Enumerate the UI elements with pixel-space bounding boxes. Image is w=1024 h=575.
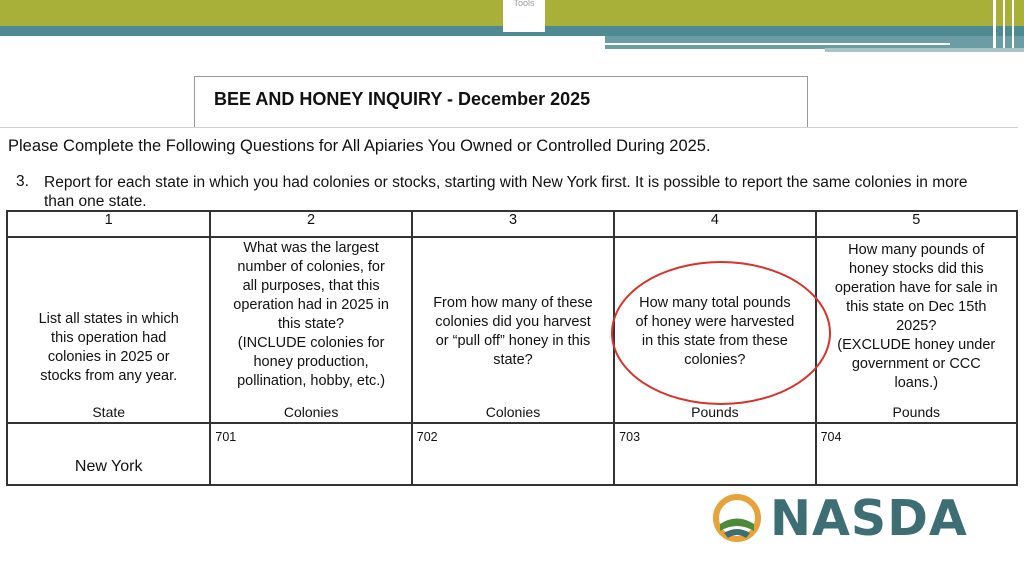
column-question-line: operation have for sale in (834, 280, 998, 296)
column-question-cell (816, 237, 1017, 423)
column-question-line: of honey were harvested (635, 314, 795, 330)
column-question-line: honey stocks did this (848, 261, 984, 277)
column-unit: Pounds (691, 404, 739, 420)
header-accent-line (605, 43, 950, 45)
column-question-line: this state on Dec 15th (846, 299, 987, 315)
report-table (6, 210, 1018, 486)
header-stripe (1012, 0, 1014, 48)
column-unit: Colonies (283, 404, 339, 420)
column-question-line: colonies? (684, 352, 746, 368)
column-question-line: government or CCC (851, 356, 981, 372)
state-value: New York (74, 458, 143, 475)
column-question-line: How many total pounds (639, 295, 791, 311)
column-question-line: all purposes, that this (242, 278, 380, 294)
column-question (413, 294, 613, 370)
column-question-line: this operation had (51, 330, 167, 346)
column-question-cell (7, 237, 210, 423)
column-number: 1 (7, 211, 210, 237)
column-question-line: this state? (278, 316, 345, 332)
column-question-line: What was the largest (243, 240, 379, 256)
column-number: 4 (614, 211, 815, 237)
column-question-line: (EXCLUDE honey under (837, 337, 996, 353)
tools-tab-label: Tools (513, 0, 535, 8)
column-question-line: List all states in which (38, 311, 179, 327)
column-question-line: stocks from any year. (40, 368, 178, 384)
question-number: 3. (16, 173, 29, 190)
entry-cell-702[interactable] (412, 423, 614, 485)
column-question-line: colonies in 2025 or (47, 349, 170, 365)
form-title: BEE AND HONEY INQUIRY - December 2025 (214, 89, 591, 109)
item-code: 702 (416, 430, 438, 444)
column-question-line: How many pounds of (848, 242, 985, 258)
column-number: 3 (412, 211, 614, 237)
column-unit: State (92, 404, 126, 420)
entry-cell-703[interactable] (614, 423, 815, 485)
highlight-circle (611, 261, 831, 405)
column-question (817, 241, 1016, 393)
form-body (0, 127, 1018, 489)
column-question (8, 310, 209, 386)
column-unit: Pounds (892, 404, 941, 420)
column-unit: Colonies (485, 404, 541, 420)
column-question-line: operation had in 2025 in (233, 297, 389, 313)
entry-cell-704[interactable] (816, 423, 1017, 485)
nasda-logo-text: NASDA (770, 490, 968, 547)
entry-cell-701[interactable] (210, 423, 411, 485)
column-question-line: honey production, (253, 354, 369, 370)
column-number-row (7, 211, 1017, 237)
column-question-line: (INCLUDE colonies for (237, 335, 385, 351)
table-row (7, 423, 1017, 485)
column-number: 5 (816, 211, 1017, 237)
column-question-line: state? (493, 352, 533, 368)
header-stripe (993, 0, 996, 48)
header-accent-light (825, 48, 1024, 52)
column-question-row (7, 237, 1017, 423)
question-text: Report for each state in which you had colonies or stocks, starting with New York first. It is possible to report the same colonies in more than one state. (44, 174, 968, 210)
column-question-line: in this state from these (641, 333, 788, 349)
column-question-line: colonies did you harvest (435, 314, 591, 330)
column-question-cell (210, 237, 411, 423)
column-number: 2 (210, 211, 411, 237)
header-stripe (1003, 0, 1005, 48)
column-question-cell (412, 237, 614, 423)
column-question-line: or “pull off” honey in this (435, 333, 591, 349)
form-lead: Please Complete the Following Questions for All Apiaries You Owned or Controlled During 2025. (8, 137, 711, 155)
tools-tab[interactable] (503, 0, 545, 32)
column-question-line: From how many of these (433, 295, 593, 311)
state-cell[interactable] (7, 423, 210, 485)
column-question (211, 239, 410, 391)
item-code: 704 (820, 430, 842, 444)
item-code: 703 (619, 430, 641, 444)
column-question-line: number of colonies, for (237, 259, 385, 275)
column-question-line: 2025? (896, 318, 937, 334)
column-question-line: loans.) (894, 375, 939, 391)
item-code: 701 (215, 430, 237, 444)
column-question-line: pollination, hobby, etc.) (237, 373, 386, 389)
